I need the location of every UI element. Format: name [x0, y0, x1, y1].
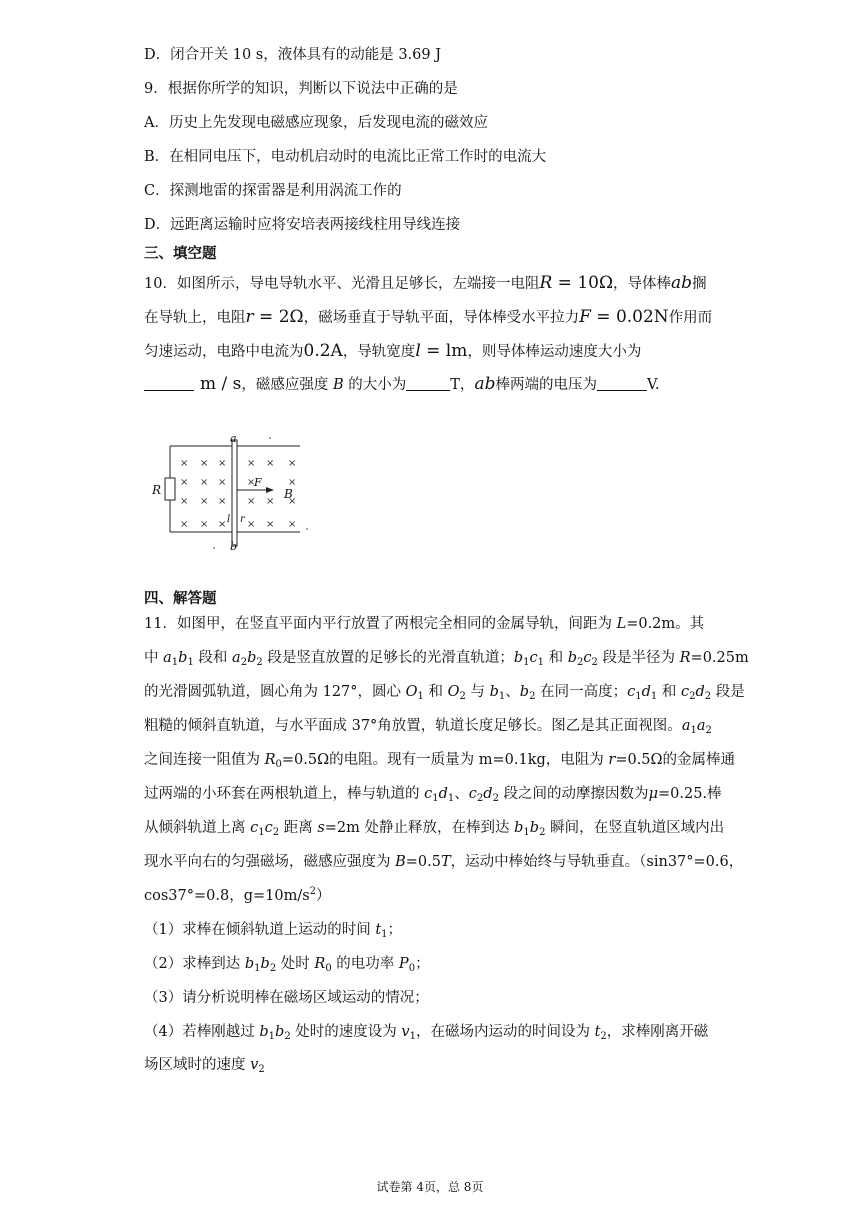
q8-option-d: D．闭合开关 10 s，液体具有的动能是 3.69 J: [144, 47, 442, 63]
field-cross: ×: [200, 458, 209, 469]
q11-line-1: 11．如图甲，在竖直平面内平行放置了两根完全相同的金属导轨，间距为 L=0.2m。其: [144, 616, 705, 632]
section-solutions: 四、解答题: [144, 591, 217, 607]
q9-option-c: C．探测地雷的探雷器是利用涡流工作的: [144, 183, 402, 199]
field-cross: ×: [266, 458, 275, 469]
q11-line-8: 现水平向右的匀强磁场，磁感应强度为 B=0.5T，运动中棒始终与导轨垂直。（sin37°=0.6，: [144, 854, 744, 870]
label-a: a: [230, 432, 237, 445]
q9-option-d: D．远距离运输时应将安培表两接线柱用导线连接: [144, 217, 461, 233]
q11-line-7: 从倾斜轨道上离 $c_1c_2$ 距离 s=2m 处静止释放，在棒到达 $b_1b_2$ 瞬间，在竖直轨道区域内出: [144, 820, 725, 838]
section-fill-in: 三、填空题: [144, 246, 217, 262]
field-cross: ×: [288, 458, 297, 469]
field-cross: ×: [288, 477, 297, 488]
field-cross: ×: [266, 496, 275, 507]
field-cross: ×: [200, 519, 209, 530]
blank-b-field: [406, 376, 450, 391]
field-cross: ×: [247, 519, 256, 530]
q10-line-4: m / s，磁感应强度 B 的大小为 T，ab棒两端的电压为 V.: [144, 374, 660, 395]
q10-line-2: 在导轨上，电阻r = 2Ω，磁场垂直于导轨平面，导体棒受水平拉力F = 0.02N作用而: [144, 307, 713, 327]
label-r-resistor: R: [152, 483, 162, 497]
field-cross: ×: [288, 519, 297, 530]
q9-stem: 9．根据你所学的知识，判断以下说法中正确的是: [144, 81, 458, 97]
q11-line-9: cos37°=0.8，$g=10m/s^2$）: [144, 886, 331, 904]
field-cross: ×: [180, 496, 189, 507]
field-cross: ×: [180, 477, 189, 488]
q11-line-6: 过两端的小环套在两根轨道上，棒与轨道的 $c_1d_1$、$c_2d_2$ 段之间的动摩擦因数为μ=0.25.棒: [144, 786, 722, 804]
field-cross: ×: [288, 496, 297, 507]
label-l: l: [227, 514, 231, 525]
q11-line-4: 粗糙的倾斜直轨道，与水平面成 37°角放置，轨道长度足够长。图乙是其正面视图。$a_1a_2$: [144, 718, 712, 736]
field-cross: ×: [218, 458, 227, 469]
field-cross: ×: [218, 519, 227, 530]
field-cross: ×: [266, 519, 275, 530]
conductor-bar: [232, 440, 237, 546]
label-b: b: [230, 540, 238, 553]
label-r-bar: r: [240, 514, 245, 525]
label-b-field: B: [284, 487, 293, 501]
field-cross: ×: [180, 519, 189, 530]
field-cross: ×: [247, 477, 256, 488]
field-cross: ×: [200, 496, 209, 507]
q11-part-4: （4）若棒刚越过 $b_1b_2$ 处时的速度设为 $v_1$，在磁场内运动的时间设为 $t_2$，求棒刚离开磁: [144, 1024, 709, 1042]
q10-line-1: 10．如图所示，导电导轨水平、光滑且足够长，左端接一电阻R = 10Ω，导体棒ab搁: [144, 273, 707, 293]
blank-voltage: [597, 376, 647, 391]
field-cross: ×: [218, 477, 227, 488]
label-f: F: [254, 476, 262, 489]
page-footer: 试卷第 4页，总 8页: [376, 1180, 484, 1194]
q9-option-a: A．历史上先发现电磁感应现象，后发现电流的磁效应: [144, 115, 488, 131]
q11-part-2: （2）求棒到达 $b_1b_2$ 处时 $R_0$ 的电功率 $P_0$；: [144, 956, 430, 974]
q11-line-2: 中 $a_1b_1$ 段和 $a_2b_2$ 段是竖直放置的足够长的光滑直轨道；$b_1c_1$ 和 $b_2c_2$ 段是半径为 R=0.25m: [144, 650, 749, 668]
q10-circuit-figure: [150, 432, 320, 554]
q11-part-4-cont: 场区域时的速度 $v_2$: [144, 1057, 265, 1075]
q9-option-b: B．在相同电压下，电动机启动时的电流比正常工作时的电流大: [144, 149, 547, 165]
field-cross: ×: [247, 458, 256, 469]
field-cross: ×: [247, 496, 256, 507]
q10-line-3: 匀速运动，电路中电流为0.2A，导轨宽度l = lm，则导体棒运动速度大小为: [144, 341, 642, 361]
force-arrowhead: [266, 487, 274, 493]
field-cross: ×: [200, 477, 209, 488]
q11-line-3: 的光滑圆弧轨道，圆心角为 127°，圆心 $O_1$ 和 $O_2$ 与 $b_1$、$b_2$ 在同一高度；$c_1d_1$ 和 $c_2d_2$ 段是: [144, 684, 745, 702]
field-cross: ×: [180, 458, 189, 469]
q11-part-3: （3）请分析说明棒在磁场区域运动的情况；: [144, 990, 429, 1006]
q11-part-1: （1）求棒在倾斜轨道上运动的时间 $t_1$；: [144, 922, 403, 940]
resistor-symbol: [165, 478, 175, 500]
blank-speed: [144, 376, 194, 391]
q11-line-5: 之间连接一阻值为 $R_0=0.5\Omega$的电阻。现有一质量为 m=0.1kg，电阻为 r=0.5Ω的金属棒通: [144, 752, 736, 770]
field-cross: ×: [218, 496, 227, 507]
